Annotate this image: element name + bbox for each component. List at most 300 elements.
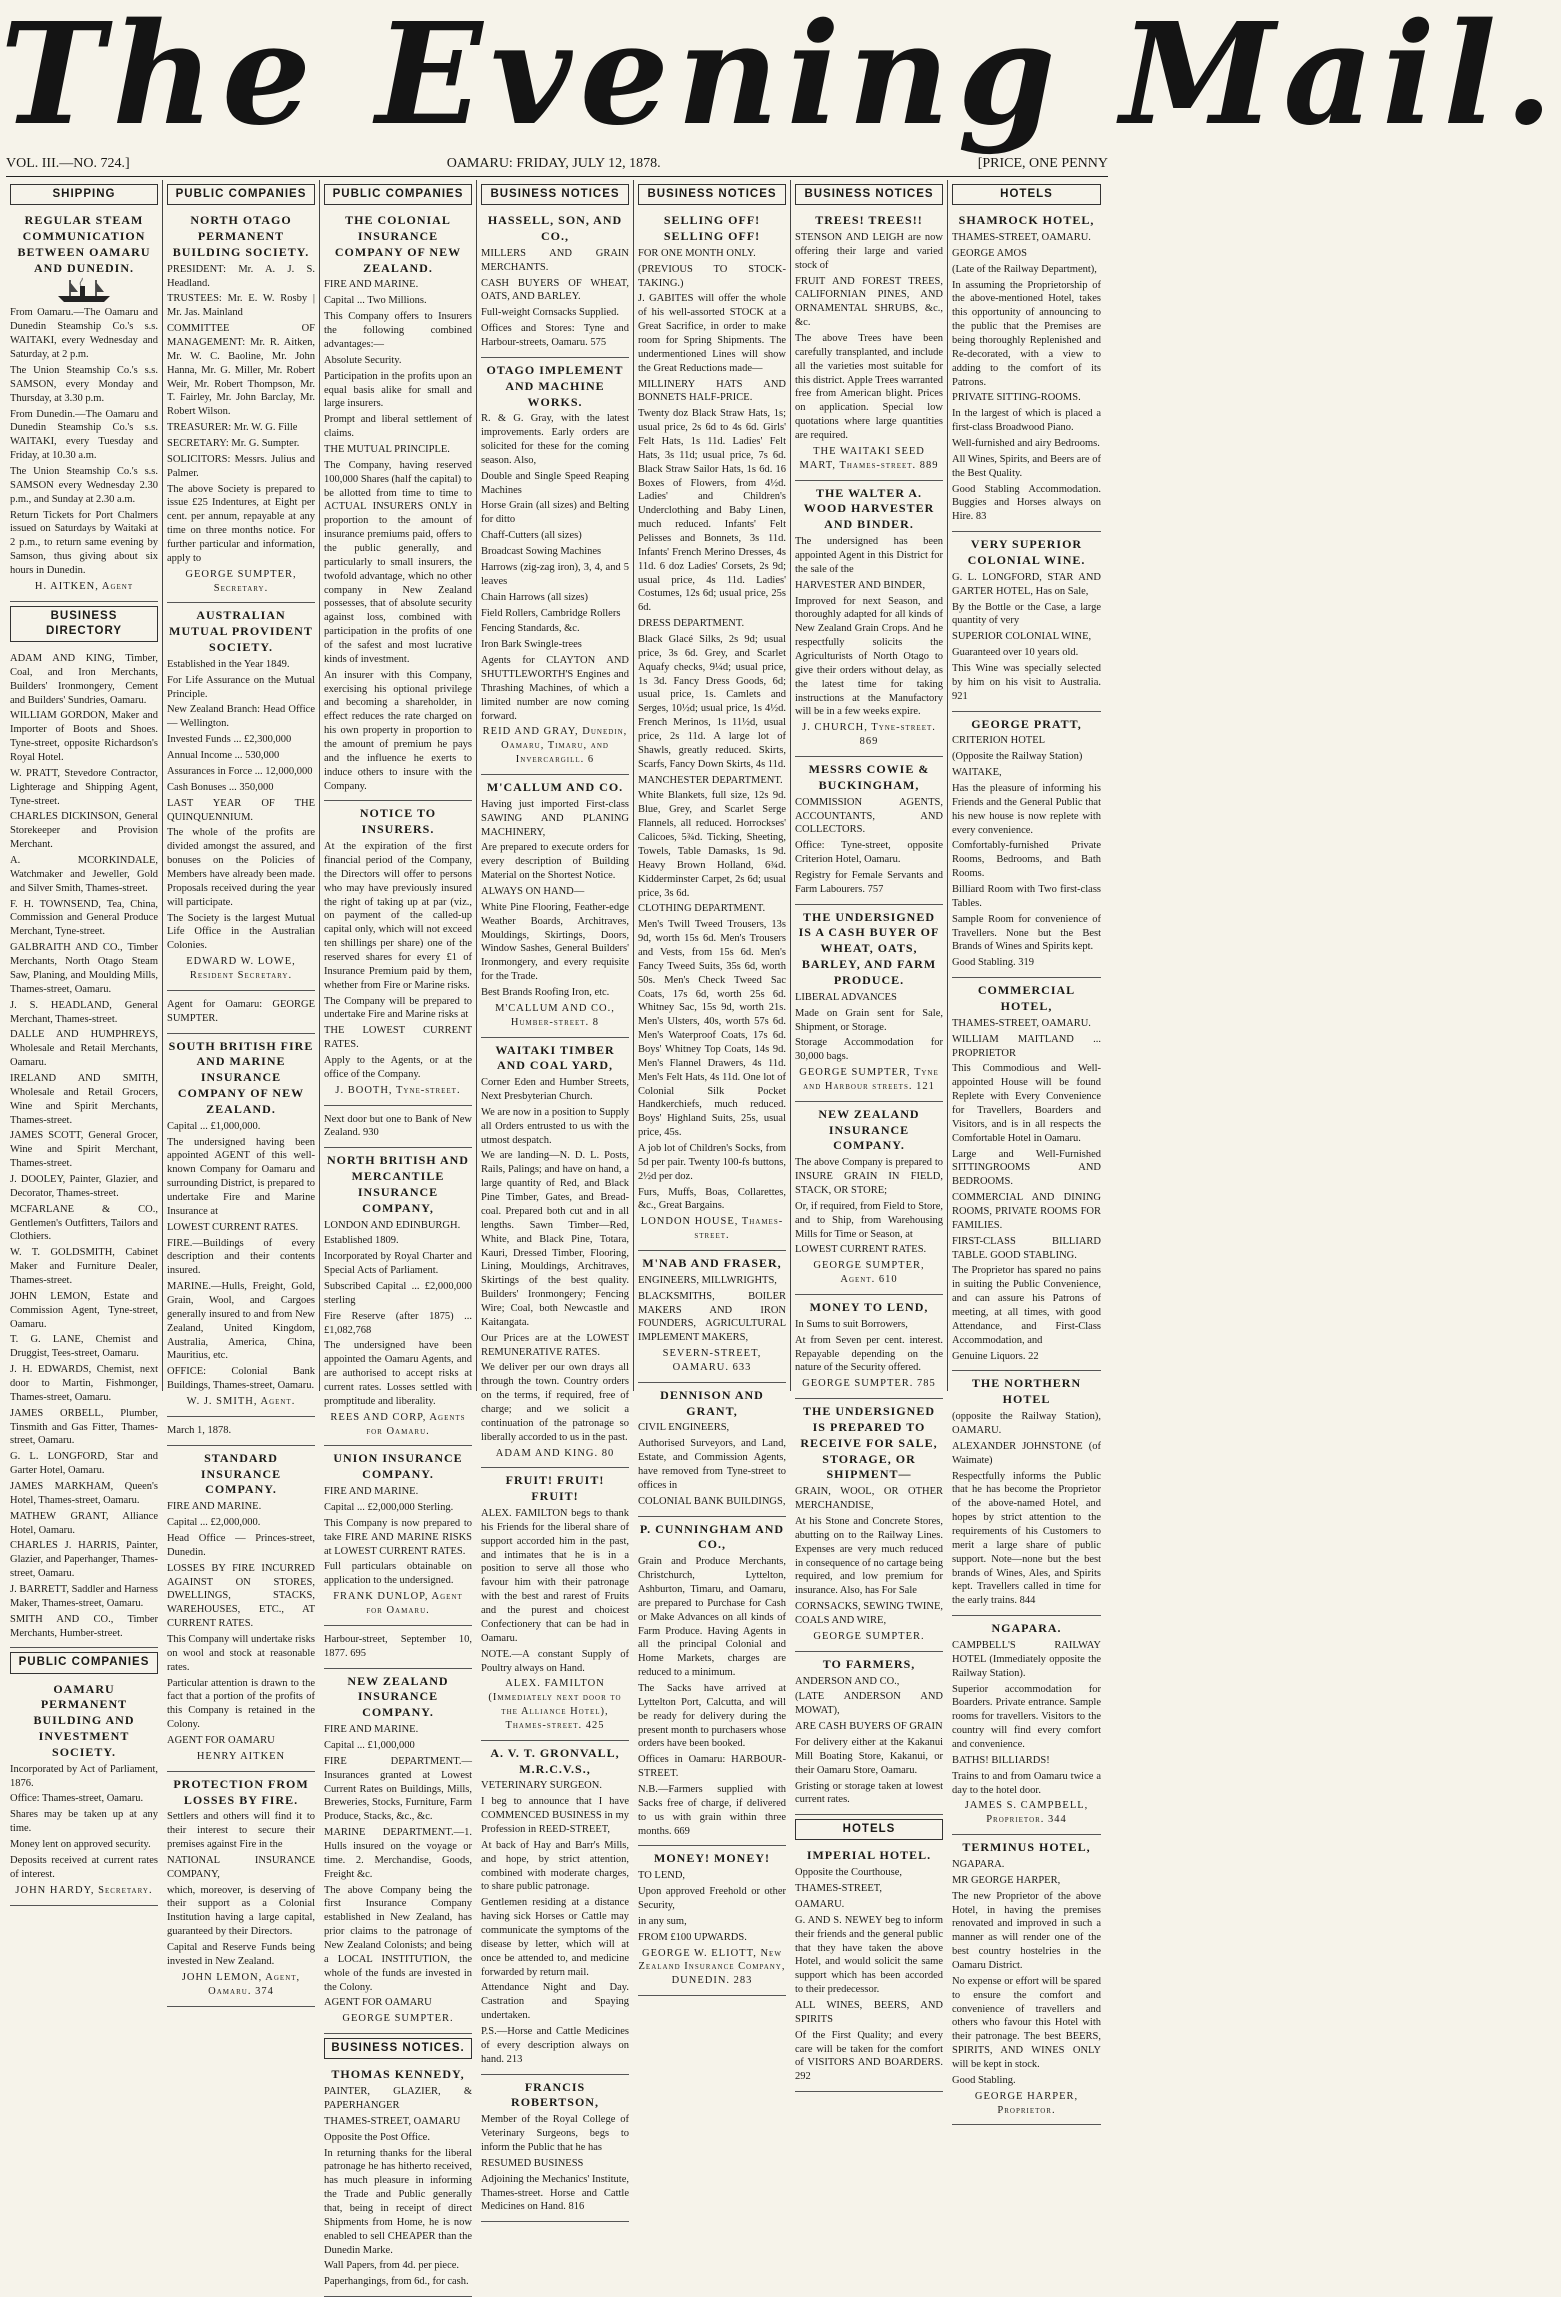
ad-line: ALL WINES, BEERS, AND SPIRITS <box>795 2000 943 2025</box>
ad-line: Good Stabling Accommodation. Buggies and Horses always on Hire. 83 <box>952 483 1101 523</box>
ad-line: FIRE.—Buildings of every description and their contents insured. <box>167 1237 315 1277</box>
ad-signature: GEORGE SUMPTER, Tyne and Harbour streets. 121 <box>799 1067 939 1092</box>
ad-heading: THE UNDERSIGNED IS A CASH BUYER OF WHEAT, OATS, BARLEY, AND FARM PRODUCE. <box>798 909 940 987</box>
ad-line: N.B.—Farmers supplied with Sacks free of charge, if delivered to us with grain within three months. 669 <box>638 1784 786 1837</box>
ad-line: COMMISSION AGENTS, ACCOUNTANTS, AND COLLECTORS. <box>795 796 943 836</box>
price: [PRICE, ONE PENNY <box>977 156 1108 171</box>
ad-line: FIRST-CLASS BILLIARD TABLE. GOOD STABLING. <box>952 1235 1101 1261</box>
section-header: SHIPPING <box>10 184 158 205</box>
ad-line: BATHS! BILLIARDS! <box>952 1754 1050 1766</box>
ad-line: JAMES SCOTT, General Grocer, Wine and Spirit Merchant, Thames-street. <box>10 1130 158 1170</box>
advertisement <box>952 980 1101 1371</box>
ad-heading: VERY SUPERIOR COLONIAL WINE. <box>967 537 1086 568</box>
ad-line: We are now in a position to Supply all Orders entrusted to us with the utmost despatch. <box>481 1106 629 1146</box>
ad-line: Has the pleasure of informing his Friends and the General Public that his new house is now replete with every convenience. <box>952 782 1101 836</box>
advertisement <box>795 1104 943 1295</box>
ad-line: Capital ... £2,000,000 Sterling. <box>324 1501 454 1513</box>
ad-line: Office: Thames-street, Oamaru. <box>10 1793 144 1805</box>
ad-signature: REES AND CORP, Agents for Oamaru. <box>330 1411 466 1437</box>
ad-line: Gristing or storage taken at lowest current rates. <box>795 1780 943 1806</box>
ad-line: Well-furnished and airy Bedrooms. <box>952 438 1100 450</box>
ad-line: CORNSACKS, SEWING TWINE, COALS AND WIRE, <box>795 1601 943 1627</box>
ad-line: Wall Papers, from 4d. per piece. <box>324 2260 460 2272</box>
ad-line: J. BARRETT, Saddler and Harness Maker, Thames-street, Oamaru. <box>10 1584 158 1609</box>
ad-line: which, moreover, is deserving of their support as a Colonial Institution having a large capital, guaranteed by their Directors. <box>167 1884 315 1938</box>
section-header: BUSINESS DIRECTORY <box>10 606 158 642</box>
ad-line: Head Office — Princes-street, Dunedin. <box>167 1532 315 1558</box>
ad-line: Billiard Room with Two first-class Tables. <box>952 884 1101 909</box>
ad-line: ANDERSON AND CO., <box>795 1675 900 1687</box>
advertisement <box>795 483 943 757</box>
ad-line: WILLIAM GORDON, Maker and Importer of Boots and Shoes. Tyne-street, opposite Richardson's Royal Hotel. <box>10 710 158 764</box>
ad-line: CIVIL ENGINEERS, <box>638 1422 730 1434</box>
ad-line: Good Stabling. <box>952 2074 1016 2086</box>
ad-signature: GEORGE SUMPTER. 785 <box>802 1378 936 1390</box>
ad-line: STENSON AND LEIGH are now offering their large and varied stock of <box>795 232 943 271</box>
section-header: HOTELS <box>795 1819 943 1840</box>
ad-line: In returning thanks for the liberal patronage he has hitherto received, has much pleasure in informing the Trade and Public generally that, being in receipt of direct Shipments from Home, he is now enabled to sell CHEAPER than the Dunedin Marke. <box>324 2147 472 2256</box>
ad-line: MCFARLANE & CO., Gentlemen's Outfitters, Tailors and Clothiers. <box>10 1203 158 1243</box>
advertisement <box>638 1848 786 1996</box>
advertisement <box>10 210 158 602</box>
ad-line: Our Prices are at the LOWEST REMUNERATIVE RATES. <box>481 1332 629 1358</box>
ad-signature: SEVERN-STREET, OAMARU. 633 <box>662 1348 762 1373</box>
ad-line: From Oamaru.—The Oamaru and Dunedin Steamship Co.'s s.s. WAITAKI, every Wednesday and Saturday, at 2 p.m. <box>10 307 158 361</box>
ad-line: WILLIAM MAITLAND ... PROPRIETOR <box>952 1033 1101 1059</box>
ad-line: The Sacks have arrived at Lyttelton Port, Calcutta, and will be ready for delivery during the present month to purchasers whose orders have been booked. <box>638 1683 786 1750</box>
ad-signature: THE WAITAKI SEED MART, Thames-street. 889 <box>799 445 939 471</box>
ad-line: Next door but one to Bank of New Zealand. 930 <box>324 1113 472 1139</box>
ad-line: SECRETARY: Mr. G. Sumpter. <box>167 437 300 449</box>
ad-line: Settlers and others will find it to their interest to secure their premises against Fire in the <box>167 1811 315 1851</box>
ad-line: Sample Room for convenience of Travellers. None but the Best Brands of Wines and Spirits kept. <box>952 913 1101 953</box>
advertisement <box>324 1448 472 1625</box>
ad-line: HARVESTER AND BINDER, <box>795 579 926 591</box>
ad-line: SOLICITORS: Messrs. Julius and Palmer. <box>167 453 315 479</box>
advertisement <box>952 210 1101 532</box>
ad-line: Return Tickets for Port Chalmers issued on Saturdays by Waitaki at 2 p.m., to return same evening by Samson, thus giving about six hours in Dunedin. <box>10 509 158 576</box>
ad-line: In Sums to suit Borrowers, <box>795 1318 908 1330</box>
ad-line: THAMES-STREET, OAMARU. <box>952 232 1091 243</box>
ad-line: BLACKSMITHS, BOILER MAKERS AND IRON FOUNDERS, AGRICULTURAL IMPLEMENT MAKERS, <box>638 1290 786 1344</box>
ad-line: Attendance Night and Day. Castration and Spaying undertaken. <box>481 1982 629 2022</box>
advertisement <box>481 360 629 775</box>
advertisement <box>795 907 943 1102</box>
ad-line: This Company is now prepared to take FIRE AND MARINE RISKS at LOWEST CURRENT RATES. <box>324 1517 472 1557</box>
ad-line: FOR ONE MONTH ONLY. <box>638 247 756 259</box>
ad-heading: NGAPARA. <box>991 1621 1062 1636</box>
advertisement <box>167 1774 315 2007</box>
ad-line: WAITAKE, <box>952 767 1002 779</box>
column-4 <box>477 180 634 2213</box>
ad-line: AGENT FOR OAMARU <box>324 1997 432 2009</box>
ad-line: White Pine Flooring, Feather-edge Weather Boards, Architraves, Mouldings, Skirtings, Doors, Window Sashes, General Builders' Ironmongery, and every requisite for the Trade. <box>481 901 629 983</box>
ad-line: ENGINEERS, MILLWRIGHTS, <box>638 1274 777 1286</box>
ad-line: ARE CASH BUYERS OF GRAIN <box>795 1721 943 1733</box>
ad-line: The Proprietor has spared no pains in suiting the Public Convenience, and can assure his Patrons of meeting, at all times, with good Attendance, and First-Class Accommodation, and <box>952 1265 1101 1346</box>
ad-line: Having just imported First-class SAWING AND PLANING MACHINERY, <box>481 798 629 838</box>
ad-heading: M'NAB AND FRASER, <box>642 1255 782 1270</box>
ad-line: Men's Twill Tweed Trousers, 13s 9d, worth 15s 6d. Men's Trousers and Vests, from 15s 6d. Men's Fancy Tweed Suits, 35s 6d, worth 50s. Men's Check Tweed Sac Coats, 17s 6d, worth 25s 6d. Whitney Sac, 15s 9d, worth 21s. Men's Ulsters, 40s, worth 57s 6d. Men's Waterproof Coats, 17s 6d. Boys' Whitney Top Coats, 14s 9d. Men's Flannel Drawers, 4s 11d. Men's Felt Hats, 4s 11d. One lot of Colonial Silk Pocket Handkerchiefs, much reduced. Boys' Highland Suits, 25s, usual price, 45s. <box>638 919 786 1139</box>
ad-line: P.S.—Horse and Cattle Medicines of every description always on hand. 213 <box>481 2026 629 2065</box>
advertisement <box>952 1373 1101 1616</box>
ad-line: Guaranteed over 10 years old. <box>952 647 1079 659</box>
advertisement <box>167 1419 315 1446</box>
ad-line: Iron Bark Swingle-trees <box>481 639 582 651</box>
ad-line: March 1, 1878. <box>167 1424 232 1436</box>
ad-line: The Union Steamship Co.'s s.s. SAMSON every Wednesday 2.30 p.m., and Sunday at 2.30 a.m. <box>10 465 158 505</box>
advertisement <box>167 210 315 603</box>
ad-line: GEORGE AMOS <box>952 247 1027 259</box>
ad-heading: NOTICE TO INSURERS. <box>359 806 437 837</box>
ad-signature: GEORGE SUMPTER, Agent. 610 <box>813 1260 925 1286</box>
ad-line: The undersigned have been appointed the Oamaru Agents, and are authorised to accept risks at current rates. Losses settled with promptitude and liberality. <box>324 1340 472 1407</box>
ad-line: ADAM AND KING, Timber, Coal, and Iron Merchants, Builders' Ironmongery, Cement and Builders' Sundries, Oamaru. <box>10 653 158 706</box>
ad-line: Capital ... £2,000,000. <box>167 1517 261 1529</box>
column-6 <box>791 180 948 2083</box>
ad-heading: A. V. T. GRONVALL, M.R.C.V.S., <box>490 1745 620 1776</box>
ad-line: We deliver per our own drays all through the town. Country orders on the terms, if required, free of charge; and we solicit a continuation of the patronage so liberally accorded to us in the past. <box>481 1362 629 1443</box>
ad-line: In assuming the Proprietorship of the above-mentioned Hotel, takes this opportunity of announcing to the public that the Premises are being thoroughly Replenished and Re-decorated, with a view to adding to the comfort of its Patrons. <box>952 279 1101 388</box>
ad-line: Best Brands Roofing Iron, etc. <box>481 986 610 998</box>
ad-line: GALBRAITH AND CO., Timber Merchants, North Otago Steam Saw, Planing, and Moulding Mills, Thames-street, Oamaru. <box>10 942 158 995</box>
ad-line: ALEX. FAMILTON begs to thank his Friends for the liberal share of support accorded him in the past, and intimates that he is in a position to serve all those who favour him with their patronage with the best and rarest of Fruits and the purest and choicest Confectionery that can be had in Oamaru. <box>481 1508 629 1644</box>
advertisement <box>324 1628 472 1669</box>
ad-line: Full particulars obtainable on application to the undersigned. <box>324 1561 472 1587</box>
ad-line: CASH BUYERS OF WHEAT, OATS, AND BARLEY. <box>481 277 629 303</box>
section-header: BUSINESS NOTICES <box>481 184 629 205</box>
ad-line: OFFICE: Colonial Bank Buildings, Thames-street, Oamaru. <box>167 1366 315 1392</box>
ad-line: Storage Accommodation for 30,000 bags. <box>795 1037 943 1063</box>
section-header: BUSINESS NOTICES <box>638 184 786 205</box>
ad-line: W. PRATT, Stevedore Contractor, Lighterage and Shipping Agent, Tyne-street. <box>10 767 158 807</box>
ad-line: SMITH AND CO., Timber Merchants, Humber-street. <box>10 1613 158 1639</box>
advertisement <box>638 1385 786 1517</box>
ad-heading: COMMERCIAL HOTEL, <box>977 983 1076 1013</box>
ad-heading: AUSTRALIAN MUTUAL PROVIDENT SOCIETY. <box>169 608 313 655</box>
column-7 <box>948 180 1105 2116</box>
ad-line: FIRE AND MARINE. <box>324 279 419 291</box>
ad-line: MATHEW GRANT, Alliance Hotel, Oamaru. <box>10 1510 158 1536</box>
ad-line: THE LOWEST CURRENT RATES. <box>324 1025 472 1051</box>
advertisement <box>795 1654 943 1816</box>
ad-line: LAST YEAR OF THE QUINQUENNIUM. <box>167 797 315 823</box>
ad-line: MR GEORGE HARPER, <box>952 1874 1061 1886</box>
ad-line: Absolute Security. <box>324 354 402 366</box>
advertisement <box>481 210 629 358</box>
ad-heading: SHAMROCK HOTEL, <box>958 213 1095 228</box>
ad-signature: J. BOOTH, Tyne-street. <box>335 1084 461 1096</box>
ad-line: NGAPARA. <box>952 1858 1005 1870</box>
ad-line: Chaff-Cutters (all sizes) <box>481 530 582 542</box>
column-5 <box>634 180 791 1987</box>
ad-line: (LATE ANDERSON AND MOWAT), <box>795 1691 943 1717</box>
column-1 <box>6 180 163 1896</box>
ad-line: Subscribed Capital ... £2,000,000 sterling <box>324 1281 472 1306</box>
ad-line: This Commodious and Well-appointed House will be found Replete with Every Convenience for Travellers, Boarders and Visitors, and is in all respects the Comfortable Hotel in Oamaru. <box>952 1063 1101 1144</box>
ad-line: NOTE.—A constant Supply of Poultry always on Hand. <box>481 1648 629 1674</box>
ad-line: The Union Steamship Co.'s s.s. SAMSON, every Monday and Thursday, at 3.30 p.m. <box>10 364 158 404</box>
ad-heading: THE WALTER A. WOOD HARVESTER AND BINDER. <box>803 485 935 532</box>
ad-heading: HASSELL, SON, AND CO., <box>487 213 623 243</box>
ad-line: Respectfully informs the Public that he has become the Proprietor of the above-named Hotel, and hopes by strict attention to the requirements of his Customers to merit a large share of public support. Note—none but the best brands of Wines, Ales, and Spirits kept. Travellers called in time for the early trains. 844 <box>952 1470 1101 1607</box>
ad-line: Opposite the Post Office. <box>324 2131 430 2143</box>
ad-heading: THE UNDERSIGNED IS PREPARED TO RECEIVE FOR SALE, STORAGE, OR SHIPMENT— <box>800 1404 938 1482</box>
ad-line: White Blankets, full size, 12s 9d. Blue, Grey, and Scarlet Serge Flannels, all reduced. Horrockses' Calicoes, 5¾d. Ticking, Sheeting, Towels, Table Damasks, 1s 9d. Heavy Brown Holland, 6¾d. Kidderminster Carpet, 2s 6d; usual price, 3s 6d. <box>638 790 786 899</box>
ad-signature: LONDON HOUSE, Thames-street. <box>640 1216 784 1242</box>
ad-line: At from Seven per cent. interest. Repayable depending on the nature of the Security offered. <box>795 1334 943 1374</box>
ad-heading: GEORGE PRATT, <box>971 716 1082 731</box>
ad-line: Chain Harrows (all sizes) <box>481 591 589 603</box>
advertisement <box>10 647 158 1648</box>
ad-heading: P. CUNNINGHAM AND CO., <box>639 1521 785 1552</box>
ad-line: All Wines, Spirits, and Beers are of the Best Quality. <box>952 453 1101 479</box>
ad-signature: REID AND GRAY, Dunedin, Oamaru, Timaru, and Invercargill. 6 <box>482 726 628 766</box>
ad-line: DRESS DEPARTMENT. <box>638 618 745 630</box>
ad-heading: OTAGO IMPLEMENT AND MACHINE WORKS. <box>486 362 624 409</box>
ad-line: Grain and Produce Merchants, Christchurch, Lyttelton, Ashburton, Timaru, and Oamaru, are prepared to Purchase for Cash or Make Advances on all kinds of Farm Produce. Having Agents in all the principal Colonial and Home Markets, charges are reduced to a minimum. <box>638 1556 786 1679</box>
ad-signature: GEORGE SUMPTER. <box>813 1630 925 1642</box>
ad-line: DALLE AND HUMPHREYS, Wholesale and Retail Merchants, Oamaru. <box>10 1029 158 1069</box>
advertisement <box>481 777 629 1038</box>
ad-line: This Wine was specially selected by him on his visit to Australia. 921 <box>952 663 1101 702</box>
ad-line: TRUSTEES: Mr. E. W. Rosby | Mr. Jas. Mainland <box>167 293 315 319</box>
ad-heading: FRANCIS ROBERTSON, <box>511 2079 599 2110</box>
ad-line: Harbour-street, September 10, 1877. 695 <box>324 1633 472 1659</box>
ad-line: CAMPBELL'S RAILWAY HOTEL (Immediately opposite the Railway Station). <box>952 1639 1101 1679</box>
advertisement <box>952 714 1101 979</box>
ad-line: ALEXANDER JOHNSTONE (of Waimate) <box>952 1440 1101 1466</box>
ad-line: Cash Bonuses ... 350,000 <box>167 781 274 793</box>
ad-line: Money lent on approved security. <box>10 1839 151 1851</box>
ad-line: Improved for next Season, and thoroughly adapted for all kinds of New Zealand Grain Crops. And he respectfully solicits the Agriculturists of North Otago to give their orders without delay, as the latest time for taking instructions at the Manufactory will be in a few weeks expire. <box>795 595 943 718</box>
ad-heading: NORTH OTAGO PERMANENT BUILDING SOCIETY. <box>172 213 310 259</box>
advertisement <box>952 1837 1101 2125</box>
advertisement <box>324 1108 472 1149</box>
ad-line: Furs, Muffs, Boas, Collarettes, &c., Great Bargains. <box>638 1186 786 1212</box>
ad-line: LOSSES BY FIRE INCURRED AGAINST ON STORES, DWELLINGS, STACKS, WAREHOUSES, ETC., AT CURRENT RATES. <box>167 1562 315 1630</box>
ad-line: Superior accommodation for Boarders. Private entrance. Sample rooms for travellers. Visitors to the country will find every comfort and convenience. <box>952 1683 1101 1750</box>
section-header: BUSINESS NOTICES. <box>324 2038 472 2059</box>
ad-line: Comfortably-furnished Private Rooms, Bedrooms, and Bath Rooms. <box>952 840 1101 880</box>
ad-heading: THE NORTHERN HOTEL <box>971 1376 1082 1407</box>
ad-signature: M'CALLUM AND CO., Humber-street. 8 <box>495 1002 615 1028</box>
ad-line: PRESIDENT: Mr. A. J. S. Headland. <box>167 263 315 289</box>
ad-line: Corner Eden and Humber Streets, Next Presbyterian Church. <box>481 1077 629 1103</box>
ad-signature: J. CHURCH, Tyne-street. 869 <box>802 722 936 748</box>
ad-line: Annual Income ... 530,000 <box>167 750 280 762</box>
ad-heading: TERMINUS HOTEL, <box>962 1840 1091 1855</box>
ad-line: PAINTER, GLAZIER, & PAPERHANGER <box>324 2086 472 2111</box>
ad-heading: UNION INSURANCE COMPANY. <box>333 1451 463 1482</box>
advertisement <box>167 993 315 1034</box>
ad-heading: PROTECTION FROM LOSSES BY FIRE. <box>173 1776 309 1807</box>
ad-heading: STANDARD INSURANCE COMPANY. <box>200 1450 282 1497</box>
ad-heading: REGULAR STEAM COMMUNICATION BETWEEN OAMARU AND DUNEDIN. <box>17 213 151 275</box>
ad-line: Registry for Female Servants and Farm Labourers. 757 <box>795 869 943 895</box>
ad-line: Incorporated by Act of Parliament, 1876. <box>10 1763 158 1789</box>
section-header: PUBLIC COMPANIES <box>324 184 472 205</box>
ad-line: The above Society is prepared to issue £25 Indentures, at Eight per cent. per annum, repayable at any time on three months notice. For further particular and information, apply to <box>167 483 315 564</box>
ad-line: THAMES-STREET, OAMARU. <box>952 1017 1091 1029</box>
ad-line: G. L. LONGFORD, STAR AND GARTER HOTEL, Has on Sale, <box>952 571 1101 597</box>
steamship-icon <box>54 278 114 304</box>
ad-line: Made on Grain sent for Sale, Shipment, or Storage. <box>795 1007 943 1033</box>
ad-line: Offices in Oamaru: HARBOUR-STREET. <box>638 1754 786 1780</box>
ad-line: Opposite the Courthouse, <box>795 1867 903 1879</box>
ad-line: Apply to the Agents, or at the office of the Company. <box>324 1054 472 1080</box>
ad-line: MANCHESTER DEPARTMENT. <box>638 774 783 786</box>
ad-line: The new Proprietor of the above Hotel, in having the premises renovated and improved in such a manner as will render one of the best country hostelries in the Oamaru District. <box>952 1890 1101 1971</box>
ad-line: F. H. TOWNSEND, Tea, China, Commission and General Produce Merchant, Tyne-street. <box>10 898 158 938</box>
ad-line: R. & G. Gray, with the latest improvements. Early orders are solicited for these for the coming season. Also, <box>481 413 629 466</box>
ad-signature: HENRY AITKEN <box>196 1750 286 1762</box>
advertisement <box>638 1519 786 1847</box>
ad-line: Twenty doz Black Straw Hats, 1s; usual price, 2s 6d to 4s 6d. Girls' Felt Hats, 1s 11d. Ladies' Felt Hats, 3s 11d; usual price, 7s 6d. Black Straw Sailor Hats, 1s 6d. 16 Boxes of Flowers, from 4½d. Ladies' and Children's Underclothing and Baby Linen, much reduced. Infants' Felt Pelisses and Bonnets, 3s 11d. Infants' French Merino Dresses, 4s 11d. 6 doz Ladies' Corsets, 2s 9d; usual price, 4s 11d. Ladies' Costumes, 12s 6d; usual price, 25s 6d. <box>638 408 786 614</box>
section-header: PUBLIC COMPANIES <box>10 1652 158 1673</box>
advertisement <box>167 1036 315 1417</box>
ad-line: Prompt and liberal settlement of claims. <box>324 414 472 440</box>
ad-line: LOWEST CURRENT RATES. <box>795 1244 927 1256</box>
ad-line: CHARLES J. HARRIS, Painter, Glazier, and Paperhanger, Thames-street, Oamaru. <box>10 1540 158 1580</box>
ad-line: Or, if required, from Field to Store, and to Ship, from Warehousing Mills for Time or Season, at <box>795 1200 944 1240</box>
ad-signature: H. AITKEN, Agent <box>34 580 134 592</box>
ad-signature: JOHN LEMON, Agent, Oamaru. 374 <box>181 1971 301 1997</box>
ad-line: The undersigned has been appointed Agent in this District for the sale of the <box>795 536 943 575</box>
ad-line: Capital ... £1,000,000 <box>324 1739 415 1751</box>
advertisement <box>10 1679 158 1906</box>
ad-line: (Opposite the Railway Station) <box>952 751 1083 763</box>
ad-line: Genuine Liquors. 22 <box>952 1350 1039 1362</box>
ad-line: Incorporated by Royal Charter and Special Acts of Parliament. <box>324 1251 472 1277</box>
ad-line: No expense or effort will be spared to ensure the comfort and convenience of travellers and others who favour this Hotel with their patronage. The best BEERS, SPIRITS, AND WINES ONLY will be kept in stock. <box>952 1975 1101 2070</box>
ad-line: The Company will be prepared to undertake Fire and Marine risks at <box>324 995 472 1021</box>
ad-line: VETERINARY SURGEON. <box>481 1780 602 1792</box>
ad-line: Horse Grain (all sizes) and Belting for ditto <box>481 500 629 526</box>
section-header: HOTELS <box>952 184 1101 205</box>
ad-line: TREASURER: Mr. W. G. Fille <box>167 422 298 434</box>
ad-line: Offices and Stores: Tyne and Harbour-streets, Oamaru. 575 <box>481 323 629 348</box>
ad-line: In the largest of which is placed a first-class Broadwood Piano. <box>952 408 1101 434</box>
ad-line: J. DOOLEY, Painter, Glazier, and Decorator, Thames-street. <box>10 1173 158 1199</box>
ad-line: FIRE AND MARINE. <box>324 1486 419 1498</box>
masthead-title: The Evening Mail. <box>0 0 1561 157</box>
advertisement <box>324 2064 472 2297</box>
ad-line: NATIONAL INSURANCE COMPANY, <box>167 1854 315 1880</box>
ad-line: We are landing—N. D. L. Posts, Rails, Palings; and have on hand, a large quantity of Red, and Black Pine Timber, Gates, and Bread-coal. Prepared both cut and in all lengths. Sawn Timber—Red, White, and Black Pine, Totara, Kauri, Dressed Timber, Flooring, Lining, Mouldings, Architraves, Skirtings of the best quality. Builders' Ironmongery; Fencing Wire; Coal, both Newcastle and Kaitangata. <box>481 1150 629 1328</box>
ad-line: THAMES-STREET, OAMARU <box>324 2115 461 2127</box>
ad-line: Double and Single Speed Reaping Machines <box>481 470 629 496</box>
ad-line: This Company will undertake risks on wool and stock at reasonable rates. <box>167 1633 315 1673</box>
ad-line: Large and Well-Furnished SITTINGROOMS AND BEDROOMS. <box>952 1148 1101 1188</box>
ad-line: Adjoining the Mechanics' Institute, Thames-street. Horse and Cattle Medicines on Hand. 816 <box>481 2173 629 2213</box>
ad-line: Particular attention is drawn to the fact that a portion of the profits of this Company is retained in the Colony. <box>167 1677 315 1731</box>
ad-signature: EDWARD W. LOWE, Resident Secretary. <box>186 956 296 981</box>
ad-line: COMMERCIAL AND DINING ROOMS, PRIVATE ROOMS FOR FAMILIES. <box>952 1192 1101 1231</box>
ad-line: THE MUTUAL PRINCIPLE. <box>324 443 450 455</box>
section-header: BUSINESS NOTICES <box>795 184 943 205</box>
ad-line: The Company, having reserved 100,000 Shares (half the capital) to be allotted from time to time to ACTUAL INSURERS ONLY in proportion to the amount of insurance premiums paid, offers to the public generally, and particularly to small insurers, the twofold advantage, which no other company in New Zealand possesses, that of absolute security against loss, combined with participation in the profits of one of the safest and most lucrative kinds of investment. <box>324 459 472 665</box>
ad-heading: NORTH BRITISH AND MERCANTILE INSURANCE COMPANY, <box>327 1153 469 1215</box>
ad-line: MILLINERY HATS AND BONNETS HALF-PRICE. <box>638 378 786 404</box>
volume-number: VOL. III.—NO. 724.] <box>6 156 130 171</box>
ad-signature: FRANK DUNLOP, Agent for Oamaru. <box>333 1591 463 1616</box>
advertisement <box>795 759 943 905</box>
ad-line: Deposits received at current rates of interest. <box>10 1854 158 1880</box>
ad-line: A. MCORKINDALE, Watchmaker and Jeweller, Gold and Silver Smith, Thames-street. <box>10 855 158 894</box>
ad-heading: IMPERIAL HOTEL. <box>806 1848 932 1863</box>
ad-heading: M'CALLUM AND CO. <box>486 779 624 794</box>
ad-line: The Society is the largest Mutual Life Office in the Australian Colonies. <box>167 912 315 952</box>
ad-heading: FRUIT! FRUIT! FRUIT! <box>505 1473 605 1504</box>
ad-line: FIRE DEPARTMENT.—Insurances granted at Lowest Current Rates on Buildings, Mills, Breweries, Stocks, Furniture, Farm Produce, Stacks, &c., &c. <box>324 1755 472 1823</box>
ad-line: MILLERS AND GRAIN MERCHANTS. <box>481 247 629 273</box>
ad-line: G. L. LONGFORD, Star and Garter Hotel, Oamaru. <box>10 1451 158 1477</box>
advertisement <box>795 1297 943 1399</box>
ad-line: The undersigned having been appointed AGENT of this well-known Company for Oamaru and surrounding District, is prepared to undertake Fire and Marine Insurance at <box>167 1136 315 1217</box>
ad-line: W. T. GOLDSMITH, Cabinet Maker and Furniture Dealer, Thames-street. <box>10 1247 158 1286</box>
ad-line: COMMITTEE OF MANAGEMENT: Mr. R. Aitken, Mr. W. C. Baoline, Mr. John Hanna, Mr. G. Miller, Mr. Robert Weir, Mr. Robert Thompson, Mr. T. Fairley, Mr. John Barclay, Mr. Robert Wilson. <box>167 323 315 418</box>
ad-line: J. H. EDWARDS, Chemist, next door to Martin, Fishmonger, Thames-street, Oamaru. <box>10 1364 158 1403</box>
advertisement <box>481 1743 629 2075</box>
ad-line: FIRE AND MARINE. <box>324 1724 419 1736</box>
ad-line: JAMES ORBELL, Plumber, Tinsmith and Gas Fitter, Thames-street, Oamaru. <box>10 1407 158 1447</box>
advertisement <box>167 605 315 990</box>
ad-heading: MESSRS COWIE & BUCKINGHAM, <box>808 761 930 792</box>
ad-line: Gentlemen residing at a distance having sick Horses or Cattle may communicate the symptoms of the disease by letter, which will at once be attended to, and medicine forwarded by return mail. <box>481 1897 629 1978</box>
advertisement <box>952 1618 1101 1835</box>
ad-line: LONDON AND EDINBURGH. <box>324 1219 461 1231</box>
ad-heading: THOMAS KENNEDY, <box>331 2067 465 2082</box>
ad-line: MARINE.—Hulls, Freight, Gold, Grain, Wool, and Cargoes generally insured to and from New Zealand, United Kingdom, Australia, America, China, Mauritius, etc. <box>167 1281 315 1362</box>
advertisement <box>324 1150 472 1446</box>
advertisement <box>481 1040 629 1469</box>
ad-signature: ALEX. FAMILTON (Immediately next door to the Alliance Hotel), Thames-street. 425 <box>488 1678 622 1731</box>
ad-line: T. G. LANE, Chemist and Druggist, Tees-street, Oamaru. <box>10 1334 158 1360</box>
ad-heading: MONEY TO LEND, <box>809 1300 929 1315</box>
ad-line: Harrows (zig-zag iron), 3, 4, and 5 leaves <box>481 561 629 587</box>
ad-signature: GEORGE W. ELIOTT, New Zealand Insurance Company, DUNEDIN. 283 <box>638 1947 786 1987</box>
ad-line: LIBERAL ADVANCES <box>795 991 897 1003</box>
ad-line: Good Stabling. 319 <box>952 957 1034 969</box>
dateline <box>6 152 1108 177</box>
ad-line: RESUMED BUSINESS <box>481 2157 584 2169</box>
ad-line: This Company offers to Insurers the following combined advantages:— <box>324 311 472 350</box>
ad-line: A job lot of Children's Socks, from 5d per pair. Twenty 100-fs buttons, 2½d per doz. <box>638 1142 786 1182</box>
ad-line: FIRE AND MARINE. <box>167 1501 262 1513</box>
ad-line: in any sum, <box>638 1915 687 1927</box>
ad-line: J. GABITES will offer the whole of his well-assorted STOCK at a Great Sacrifice, in order to make room for Spring Shipments. The undermentioned Lines will show the Great Reductions made— <box>638 293 786 374</box>
ad-line: Field Rollers, Cambridge Rollers <box>481 607 621 619</box>
column-2 <box>163 180 320 1997</box>
ad-line: At his Stone and Concrete Stores, abutting on to the Railway Lines. Expenses are very much reduced in consequence of no cartage being required, and low premium for insurance. Also, has For Sale <box>795 1516 943 1597</box>
ad-line: Established 1809. <box>324 1235 399 1247</box>
ad-line: Agent for Oamaru: GEORGE SUMPTER. <box>167 998 315 1024</box>
ad-line: Are prepared to execute orders for every description of Building Material on the Shortest Notice. <box>481 842 629 882</box>
ad-line: Capital and Reserve Funds being invested in New Zealand. <box>167 1942 315 1967</box>
ad-line: From Dunedin.—The Oamaru and Dunedin Steamship Co.'s s.s. WAITAKI, every Tuesday and Friday, at 10.30 a.m. <box>10 408 158 462</box>
advertisement <box>638 1253 786 1383</box>
ad-heading: MONEY! MONEY! <box>654 1851 770 1866</box>
ad-line: Capital ... £1,000,000. <box>167 1120 261 1132</box>
ad-line: I beg to announce that I have COMMENCED BUSINESS in my Profession in REED-STREET, <box>481 1796 629 1836</box>
ad-line: LOWEST CURRENT RATES. <box>167 1221 299 1233</box>
ad-line: The above Company being the first Insurance Company established in New Zealand, has prior claims to the patronage of New Zealand Colonists; and being a LOCAL INSTITUTION, the whole of the funds are invested in the Colony. <box>324 1884 472 1993</box>
ad-line: Fencing Standards, &c. <box>481 623 580 635</box>
section-header: PUBLIC COMPANIES <box>167 184 315 205</box>
ad-line: New Zealand Branch: Head Office — Wellington. <box>167 704 315 730</box>
ad-heading: OAMARU PERMANENT BUILDING AND INVESTMENT SOCIETY. <box>33 1681 135 1759</box>
